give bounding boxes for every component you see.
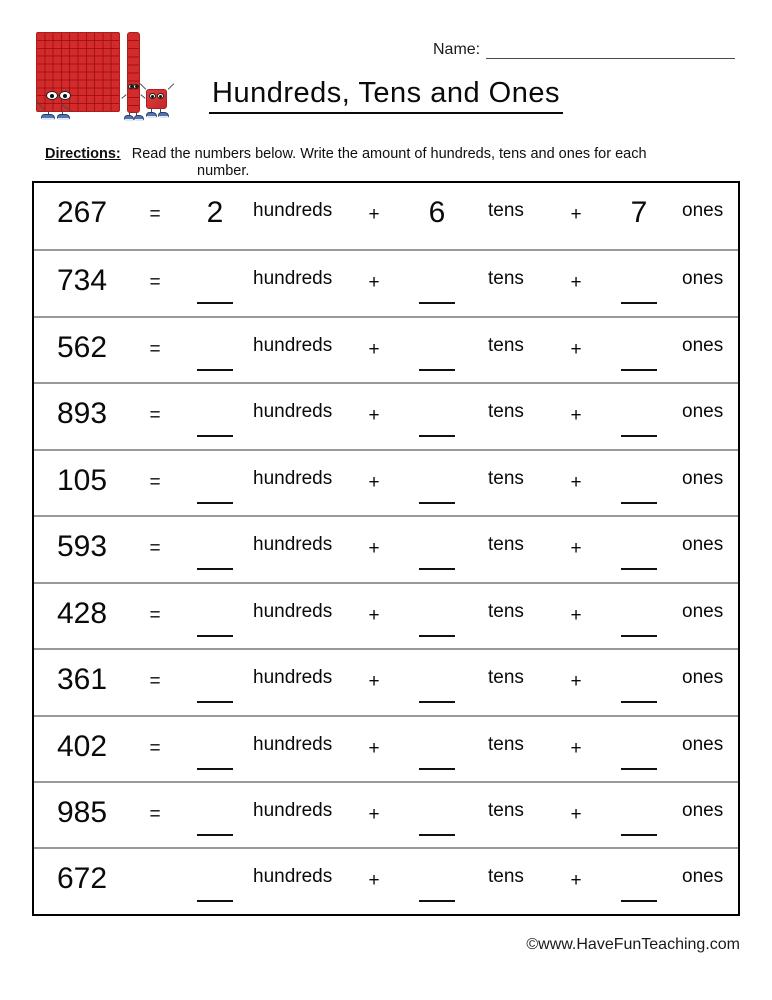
answer-blank xyxy=(621,635,657,637)
directions-text: Read the numbers below. Write the amount of hundreds, tens and ones for each xyxy=(131,146,647,162)
table-row xyxy=(34,582,738,648)
number-value: 105 xyxy=(56,463,108,497)
copyright-text: ©www.HaveFunTeaching.com xyxy=(526,936,740,953)
answer-blank xyxy=(197,900,233,902)
ones-answer-slot[interactable] xyxy=(620,783,658,847)
shoe-icon xyxy=(124,115,134,121)
directions-label: Directions: xyxy=(45,146,121,162)
hundreds-answer-slot[interactable] xyxy=(196,717,234,781)
table-row xyxy=(34,249,738,315)
ones-label: ones xyxy=(682,467,724,489)
ones-label: ones xyxy=(682,534,724,556)
directions-line2: number. xyxy=(197,163,250,179)
ones-answer: 7 xyxy=(630,196,648,229)
ones-label: ones xyxy=(682,799,724,821)
ones-label: ones xyxy=(682,733,724,755)
hundreds-answer-slot[interactable] xyxy=(196,584,234,648)
equals-sign: = xyxy=(149,803,161,825)
hundreds-label: hundreds xyxy=(253,534,333,556)
hundreds-answer-slot[interactable] xyxy=(196,251,234,315)
answer-blank xyxy=(197,502,233,504)
answer-blank xyxy=(621,435,657,437)
equals-sign: = xyxy=(149,538,161,560)
title-wrap xyxy=(0,79,772,114)
plus-sign: + xyxy=(368,204,380,225)
answer-blank xyxy=(197,302,233,304)
number-value: 893 xyxy=(56,397,108,431)
tens-label: tens xyxy=(488,334,524,356)
number-value: 267 xyxy=(56,196,108,229)
table-row xyxy=(34,316,738,382)
hundreds-answer-slot[interactable] xyxy=(196,384,234,448)
plus-sign: + xyxy=(570,671,582,693)
hundreds-answer: 2 xyxy=(206,196,224,229)
number-value: 361 xyxy=(56,663,108,697)
tens-answer-slot[interactable] xyxy=(418,584,456,648)
tens-answer-slot[interactable] xyxy=(418,717,456,781)
answer-blank xyxy=(419,900,455,902)
tens-answer-slot[interactable] xyxy=(418,251,456,315)
answer-blank xyxy=(621,834,657,836)
equals-sign: = xyxy=(149,471,161,493)
number-value: 672 xyxy=(56,862,108,896)
plus-sign: + xyxy=(570,538,582,560)
tens-answer-slot[interactable] xyxy=(418,318,456,382)
tens-answer-slot[interactable] xyxy=(418,849,456,913)
hundreds-label: hundreds xyxy=(253,600,333,622)
answer-blank xyxy=(621,701,657,703)
ones-label: ones xyxy=(682,600,724,622)
number-value: 428 xyxy=(56,596,108,630)
ones-answer-slot[interactable] xyxy=(620,650,658,714)
tens-label: tens xyxy=(488,467,524,489)
hundreds-label: hundreds xyxy=(253,401,333,423)
plus-sign: + xyxy=(570,737,582,759)
hundreds-answer-slot[interactable] xyxy=(196,783,234,847)
tens-label: tens xyxy=(488,799,524,821)
plus-sign: + xyxy=(570,272,582,294)
answer-blank xyxy=(621,900,657,902)
answer-blank xyxy=(197,834,233,836)
hundreds-label: hundreds xyxy=(253,799,333,821)
tens-label: tens xyxy=(488,534,524,556)
answer-blank xyxy=(197,369,233,371)
plus-sign: + xyxy=(368,405,380,427)
tens-answer-slot[interactable] xyxy=(418,783,456,847)
ones-label: ones xyxy=(682,268,724,290)
plus-sign: + xyxy=(368,272,380,294)
equals-sign: = xyxy=(149,604,161,626)
ones-label: ones xyxy=(682,401,724,423)
shoe-icon xyxy=(41,114,55,120)
hundreds-label: hundreds xyxy=(253,667,333,689)
plus-sign: + xyxy=(368,803,380,825)
plus-sign: + xyxy=(368,471,380,493)
ones-answer-slot[interactable] xyxy=(620,451,658,515)
name-input-line[interactable] xyxy=(486,42,735,59)
plus-sign: + xyxy=(368,737,380,759)
number-value: 402 xyxy=(56,729,108,763)
answer-blank xyxy=(419,302,455,304)
plus-sign: + xyxy=(570,471,582,493)
equals-sign: = xyxy=(149,671,161,693)
ones-answer-slot[interactable] xyxy=(620,384,658,448)
number-value: 593 xyxy=(56,530,108,564)
plus-sign: + xyxy=(570,604,582,626)
equals-sign: = xyxy=(149,338,161,360)
ones-answer-slot[interactable] xyxy=(620,251,658,315)
answer-blank xyxy=(419,768,455,770)
hundreds-answer-slot[interactable] xyxy=(196,451,234,515)
answer-blank xyxy=(419,568,455,570)
answer-blank xyxy=(419,635,455,637)
plus-sign: + xyxy=(570,803,582,825)
hundreds-label: hundreds xyxy=(253,334,333,356)
shoe-icon xyxy=(134,115,144,121)
hundreds-answer-slot[interactable] xyxy=(196,650,234,714)
answer-blank xyxy=(621,369,657,371)
plus-sign: + xyxy=(570,204,582,225)
hundreds-answer-slot[interactable] xyxy=(196,517,234,581)
directions-line1 xyxy=(45,146,705,162)
answer-blank xyxy=(621,302,657,304)
table-row xyxy=(34,847,738,913)
equals-sign: = xyxy=(149,204,161,225)
number-value: 734 xyxy=(56,264,108,298)
answer-blank xyxy=(419,369,455,371)
tens-label: tens xyxy=(488,733,524,755)
tens-label: tens xyxy=(488,866,524,888)
answer-blank xyxy=(197,701,233,703)
plus-sign: + xyxy=(368,604,380,626)
plus-sign: + xyxy=(368,338,380,360)
tens-label: tens xyxy=(488,667,524,689)
directions xyxy=(45,146,705,179)
tens-answer-slot[interactable] xyxy=(418,451,456,515)
ones-label: ones xyxy=(682,866,724,888)
tens-label: tens xyxy=(488,200,524,221)
table-row xyxy=(34,715,738,781)
number-value: 985 xyxy=(56,795,108,829)
plus-sign: + xyxy=(368,671,380,693)
answer-blank xyxy=(419,834,455,836)
plus-sign: + xyxy=(570,405,582,427)
hundreds-label: hundreds xyxy=(253,467,333,489)
table-row xyxy=(34,781,738,847)
hundreds-answer-slot[interactable] xyxy=(196,183,234,249)
hundreds-label: hundreds xyxy=(253,268,333,290)
tens-answer-slot[interactable] xyxy=(418,384,456,448)
plus-sign: + xyxy=(570,338,582,360)
answer-blank xyxy=(419,435,455,437)
table-row xyxy=(34,449,738,515)
ones-answer-slot[interactable] xyxy=(620,849,658,913)
tens-answer-slot[interactable] xyxy=(418,183,456,249)
ones-label: ones xyxy=(682,334,724,356)
answer-blank xyxy=(419,502,455,504)
answer-blank xyxy=(621,768,657,770)
answer-blank xyxy=(197,435,233,437)
tens-label: tens xyxy=(488,401,524,423)
answer-blank xyxy=(197,568,233,570)
ones-answer-slot[interactable] xyxy=(620,717,658,781)
hundreds-label: hundreds xyxy=(253,866,333,888)
answer-blank xyxy=(197,635,233,637)
equals-sign: = xyxy=(149,272,161,294)
hundreds-answer-slot[interactable] xyxy=(196,849,234,913)
equals-sign: = xyxy=(149,737,161,759)
tens-answer-slot[interactable] xyxy=(418,517,456,581)
name-row xyxy=(433,42,735,59)
tens-answer-slot[interactable] xyxy=(418,650,456,714)
ones-label: ones xyxy=(682,200,724,221)
page-title: Hundreds, Tens and Ones xyxy=(209,79,563,114)
ones-answer-slot[interactable] xyxy=(620,183,658,249)
hundreds-answer-slot[interactable] xyxy=(196,318,234,382)
hundreds-label: hundreds xyxy=(253,733,333,755)
answer-blank xyxy=(197,768,233,770)
answer-blank xyxy=(621,502,657,504)
hundreds-label: hundreds xyxy=(253,200,333,221)
number-value: 562 xyxy=(56,330,108,364)
plus-sign: + xyxy=(368,538,380,560)
answer-blank xyxy=(419,701,455,703)
answer-blank xyxy=(621,568,657,570)
plus-sign: + xyxy=(570,870,582,892)
ones-label: ones xyxy=(682,667,724,689)
table-row xyxy=(34,648,738,714)
tens-label: tens xyxy=(488,268,524,290)
shoe-icon xyxy=(57,114,70,120)
table-row xyxy=(34,515,738,581)
plus-sign: + xyxy=(368,870,380,892)
worksheet-table xyxy=(32,181,740,916)
name-label: Name: xyxy=(433,41,481,58)
table-row xyxy=(34,183,738,249)
equals-sign: = xyxy=(149,405,161,427)
ones-answer-slot[interactable] xyxy=(620,584,658,648)
tens-label: tens xyxy=(488,600,524,622)
ones-answer-slot[interactable] xyxy=(620,517,658,581)
ones-answer-slot[interactable] xyxy=(620,318,658,382)
table-row xyxy=(34,382,738,448)
tens-answer: 6 xyxy=(428,196,446,229)
